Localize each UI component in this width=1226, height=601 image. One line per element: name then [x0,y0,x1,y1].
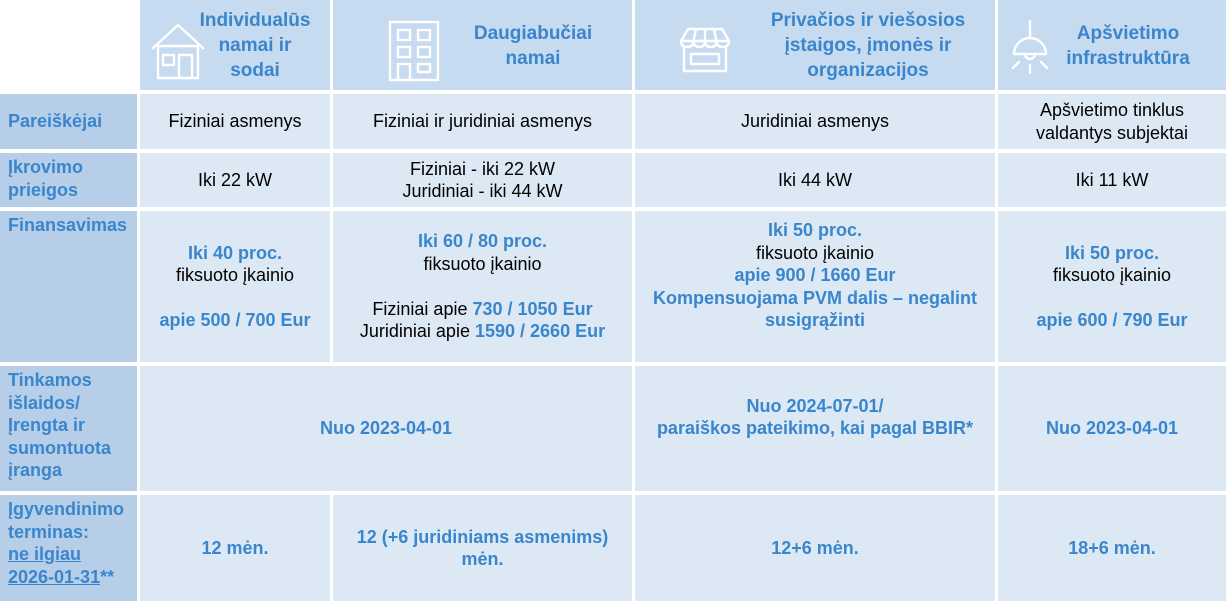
column-title-line: sodai [230,60,280,81]
cell-funding-lighting-infrastructure [998,211,1226,362]
cell-eligible-costs-lighting-infrastructure [998,366,1226,491]
row-header-line: Finansavimas [8,215,128,235]
cell-term-lighting-infrastructure [998,495,1226,601]
deadline-footnote-mark: ** [100,566,115,587]
column-title [1053,21,1203,71]
cell-applicants-lighting-infrastructure [998,94,1226,149]
row-header-applicants [0,94,137,149]
cell-text: Iki 11 kW [1075,169,1149,190]
cell-text: Juridiniai asmenys [740,111,890,132]
funding-amount: apie 900 / 1660 Eur [734,265,896,285]
funding-amount: apie 600 / 790 Eur [1036,310,1188,330]
apartment-building-icon [388,20,440,82]
cell-text: 12 mėn. [201,537,269,558]
funding-basis: fiksuoto įkainio [755,242,875,263]
column-header-apartment-buildings [333,0,632,90]
cell-charging-institutions [635,153,995,207]
funding-rate: Iki 60 / 80 proc. [417,231,548,252]
cell-text: Nuo 2023-04-01 [1045,418,1179,439]
cell-text: Iki 22 kW [197,169,272,190]
column-header-institutions [635,0,995,90]
funding-rate: Iki 50 proc. [1064,242,1160,263]
cell-text: Apšvietimo tinklus [1039,100,1185,120]
row-header-line: įranga [8,460,63,480]
cell-term-individual-houses [140,495,330,601]
cell-text: paraiškos pateikimo, kai pagal BBIR* [656,418,974,439]
column-title-line: įstaigos, įmonės ir [784,35,952,56]
column-title-line: organizacijos [807,60,929,81]
funding-rate: Iki 40 proc. [187,242,283,263]
row-header-line: Pareiškėjai [8,111,103,132]
row-header-charging-points [0,153,137,207]
cell-text: valdantys subjektai [1035,122,1189,143]
column-title-line: Apšvietimo [1076,23,1180,44]
column-title-line: namai ir [218,35,292,56]
cell-text: Fiziniai ir juridiniai asmenys [372,111,593,132]
row-header-line: Įrengta ir [8,415,86,435]
cell-text: Iki 44 kW [777,169,852,190]
cell-text: Nuo 2023-04-01 [319,418,453,439]
cell-charging-lighting-infrastructure [998,153,1226,207]
funding-amount-value: 1590 / 2660 Eur [474,321,606,342]
cell-text: Fiziniai - iki 22 kW [409,158,556,179]
row-header-funding [0,211,137,362]
storefront-icon [679,27,731,73]
funding-note: susigrąžinti [764,310,866,330]
row-header-line: sumontuota [8,437,111,458]
row-header-line: Tinkamos [8,370,92,390]
column-title [458,21,608,71]
cell-text: 18+6 mėn. [1068,537,1156,558]
funding-basis: fiksuoto įkainio [175,265,295,285]
cell-charging-apartment-buildings [333,153,632,207]
funding-note: Kompensuojama PVM dalis – negalint [652,287,978,308]
deadline-line [8,566,133,589]
deadline-date: 2026-01-31 [8,566,101,587]
cell-text: 12+6 mėn. [771,537,859,558]
funding-amount-line [372,298,592,321]
table-corner [0,0,137,90]
cell-text: Nuo 2024-07-01/ [746,395,884,416]
cell-text: Fiziniai asmenys [168,111,302,132]
deadline-prefix: ne ilgiau [8,544,82,564]
cell-applicants-apartment-buildings [333,94,632,149]
funding-amount-value: 730 / 1050 Eur [472,298,593,319]
cell-text: Juridiniai - iki 44 kW [402,181,563,201]
funding-basis: fiksuoto įkainio [423,253,542,274]
column-title-line: namai [505,48,561,69]
column-header-lighting-infrastructure [998,0,1226,90]
cell-funding-apartment-buildings [333,211,632,362]
column-title-line: Privačios ir viešosios [770,10,966,31]
cell-applicants-institutions [635,94,995,149]
cell-funding-institutions [635,211,995,362]
cell-applicants-individual-houses [140,94,330,149]
funding-amount-label: Juridiniai apie [359,321,470,342]
cell-term-institutions [635,495,995,601]
cell-eligible-costs-houses-and-apartments [140,366,632,491]
row-header-line: prieigos [8,179,79,200]
funding-amount-label: Fiziniai apie [372,298,468,319]
funding-rate: Iki 50 proc. [767,220,863,240]
row-header-line: Įkrovimo [8,157,84,177]
funding-basis: fiksuoto įkainio [1052,265,1172,285]
funding-amount-line [360,320,605,343]
cell-eligible-costs-institutions [635,366,995,491]
cell-text: mėn. [461,549,504,569]
cell-funding-individual-houses [140,211,330,362]
row-header-line: Įgyvendinimo [8,499,125,519]
column-title [758,8,978,83]
cell-charging-individual-houses [140,153,330,207]
cell-text: 12 (+6 juridiniams asmenims) [356,526,609,547]
cell-term-apartment-buildings [333,495,632,601]
row-header-eligible-costs [0,366,137,491]
column-title-line: Daugiabučiai [473,23,593,44]
column-title-line: Individualūs [199,10,311,31]
ceiling-lamp-icon [1008,20,1052,80]
column-header-individual-houses [140,0,330,90]
row-header-line: išlaidos/ [8,392,81,413]
row-header-line: terminas: [8,521,90,542]
row-header-implementation-term [0,495,137,601]
column-title-line: infrastruktūra [1066,48,1190,69]
column-title [195,8,315,83]
funding-amount: apie 500 / 700 Eur [159,310,311,330]
